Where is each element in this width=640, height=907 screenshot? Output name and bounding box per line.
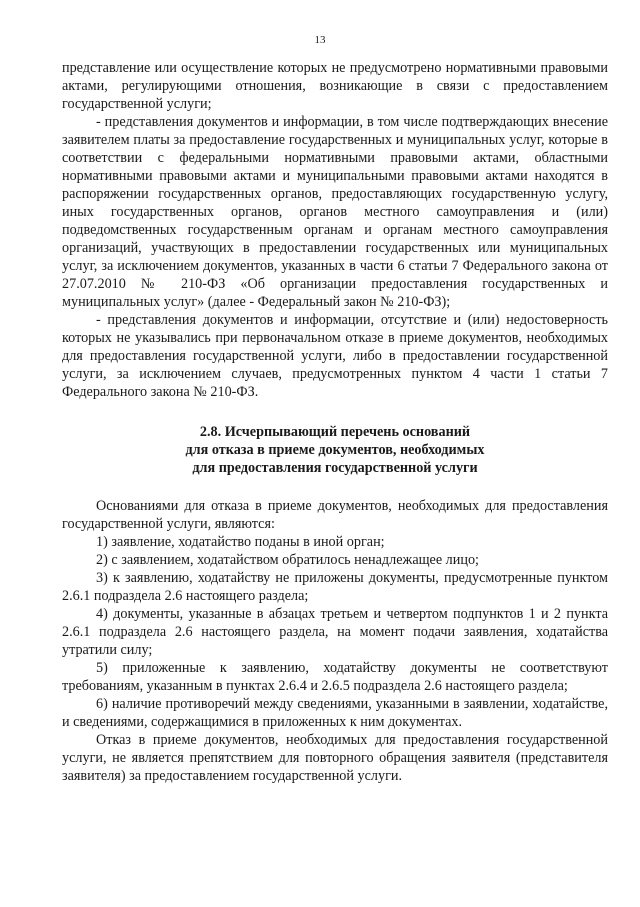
section-heading-line: 2.8. Исчерпывающий перечень оснований [199, 424, 471, 440]
list-item: 1) заявление, ходатайство поданы в иной орган; [96, 534, 385, 550]
section-heading-line: для отказа в приеме документов, необходимых [185, 442, 485, 458]
list-item: 2) с заявлением, ходатайством обратилось ненадлежащее лицо; [96, 552, 479, 568]
list-item: 6) наличие противоречий между сведениями, указанными в заявлении, ходатайстве, и сведениями, содержащимися в приложенных к ним документах. [62, 696, 608, 730]
paragraph-list-item: - представления документов и информации, в том числе подтверждающих внесение заявителем платы за предоставление государственных и муниципальных услуг, которые в соответствии с федеральными нормативными правовыми актами, областными нормативными правовыми актами и муниципальными правовыми актами находятся в распоряжении государственных органов, предоставляющих государственную услугу, иных государственных органов, органов местного самоуправления и (или) подведомственных государственным органам и органам местного самоуправления организаций, участвующих в предоставлении государственных или муниципальных услуг, за исключением документов, указанных в части 6 статьи 7 Федерального закона от 27.07.2010 № 210-ФЗ «Об организации предоставления государственных и муниципальных услуг» (далее - Федеральный закон № 210-ФЗ); [62, 114, 608, 310]
section-heading [62, 423, 608, 477]
page-number: 13 [314, 34, 326, 46]
list-item: 5) приложенные к заявлению, ходатайству документы не соответствуют требованиям, указанным в пунктах 2.6.4 и 2.6.5 подраздела 2.6 настоящего раздела; [62, 660, 608, 694]
document-body [62, 59, 608, 785]
paragraph-continuation: представление или осуществление которых не предусмотрено нормативными правовыми актами, регулирующими отношения, возникающие в связи с предоставлением государственной услуги; [62, 60, 608, 112]
section-heading-line: для предоставления государственной услуги [192, 460, 478, 476]
list-item: 4) документы, указанные в абзацах третьем и четвертом подпунктов 1 и 2 пункта 2.6.1 подраздела 2.6 настоящего раздела, на момент подачи заявления, ходатайства утратили силу; [62, 606, 608, 658]
paragraph-list-item: - представления документов и информации, отсутствие и (или) недостоверность которых не указывались при первоначальном отказе в приеме документов, необходимых для предоставления государственной услуги, либо в предоставлении государственной услуги, за исключением случаев, предусмотренных пунктом 4 части 1 статьи 7 Федерального закона № 210-ФЗ. [62, 312, 608, 400]
list-item: 3) к заявлению, ходатайству не приложены документы, предусмотренные пунктом 2.6.1 подраздела 2.6 настоящего раздела; [62, 570, 608, 604]
paragraph-intro: Основаниями для отказа в приеме документов, необходимых для предоставления государственной услуги, являются: [62, 498, 608, 532]
paragraph-closing: Отказ в приеме документов, необходимых для предоставления государственной услуги, не является препятствием для повторного обращения заявителя (представителя заявителя) за предоставлением государственной услуги. [62, 732, 608, 784]
